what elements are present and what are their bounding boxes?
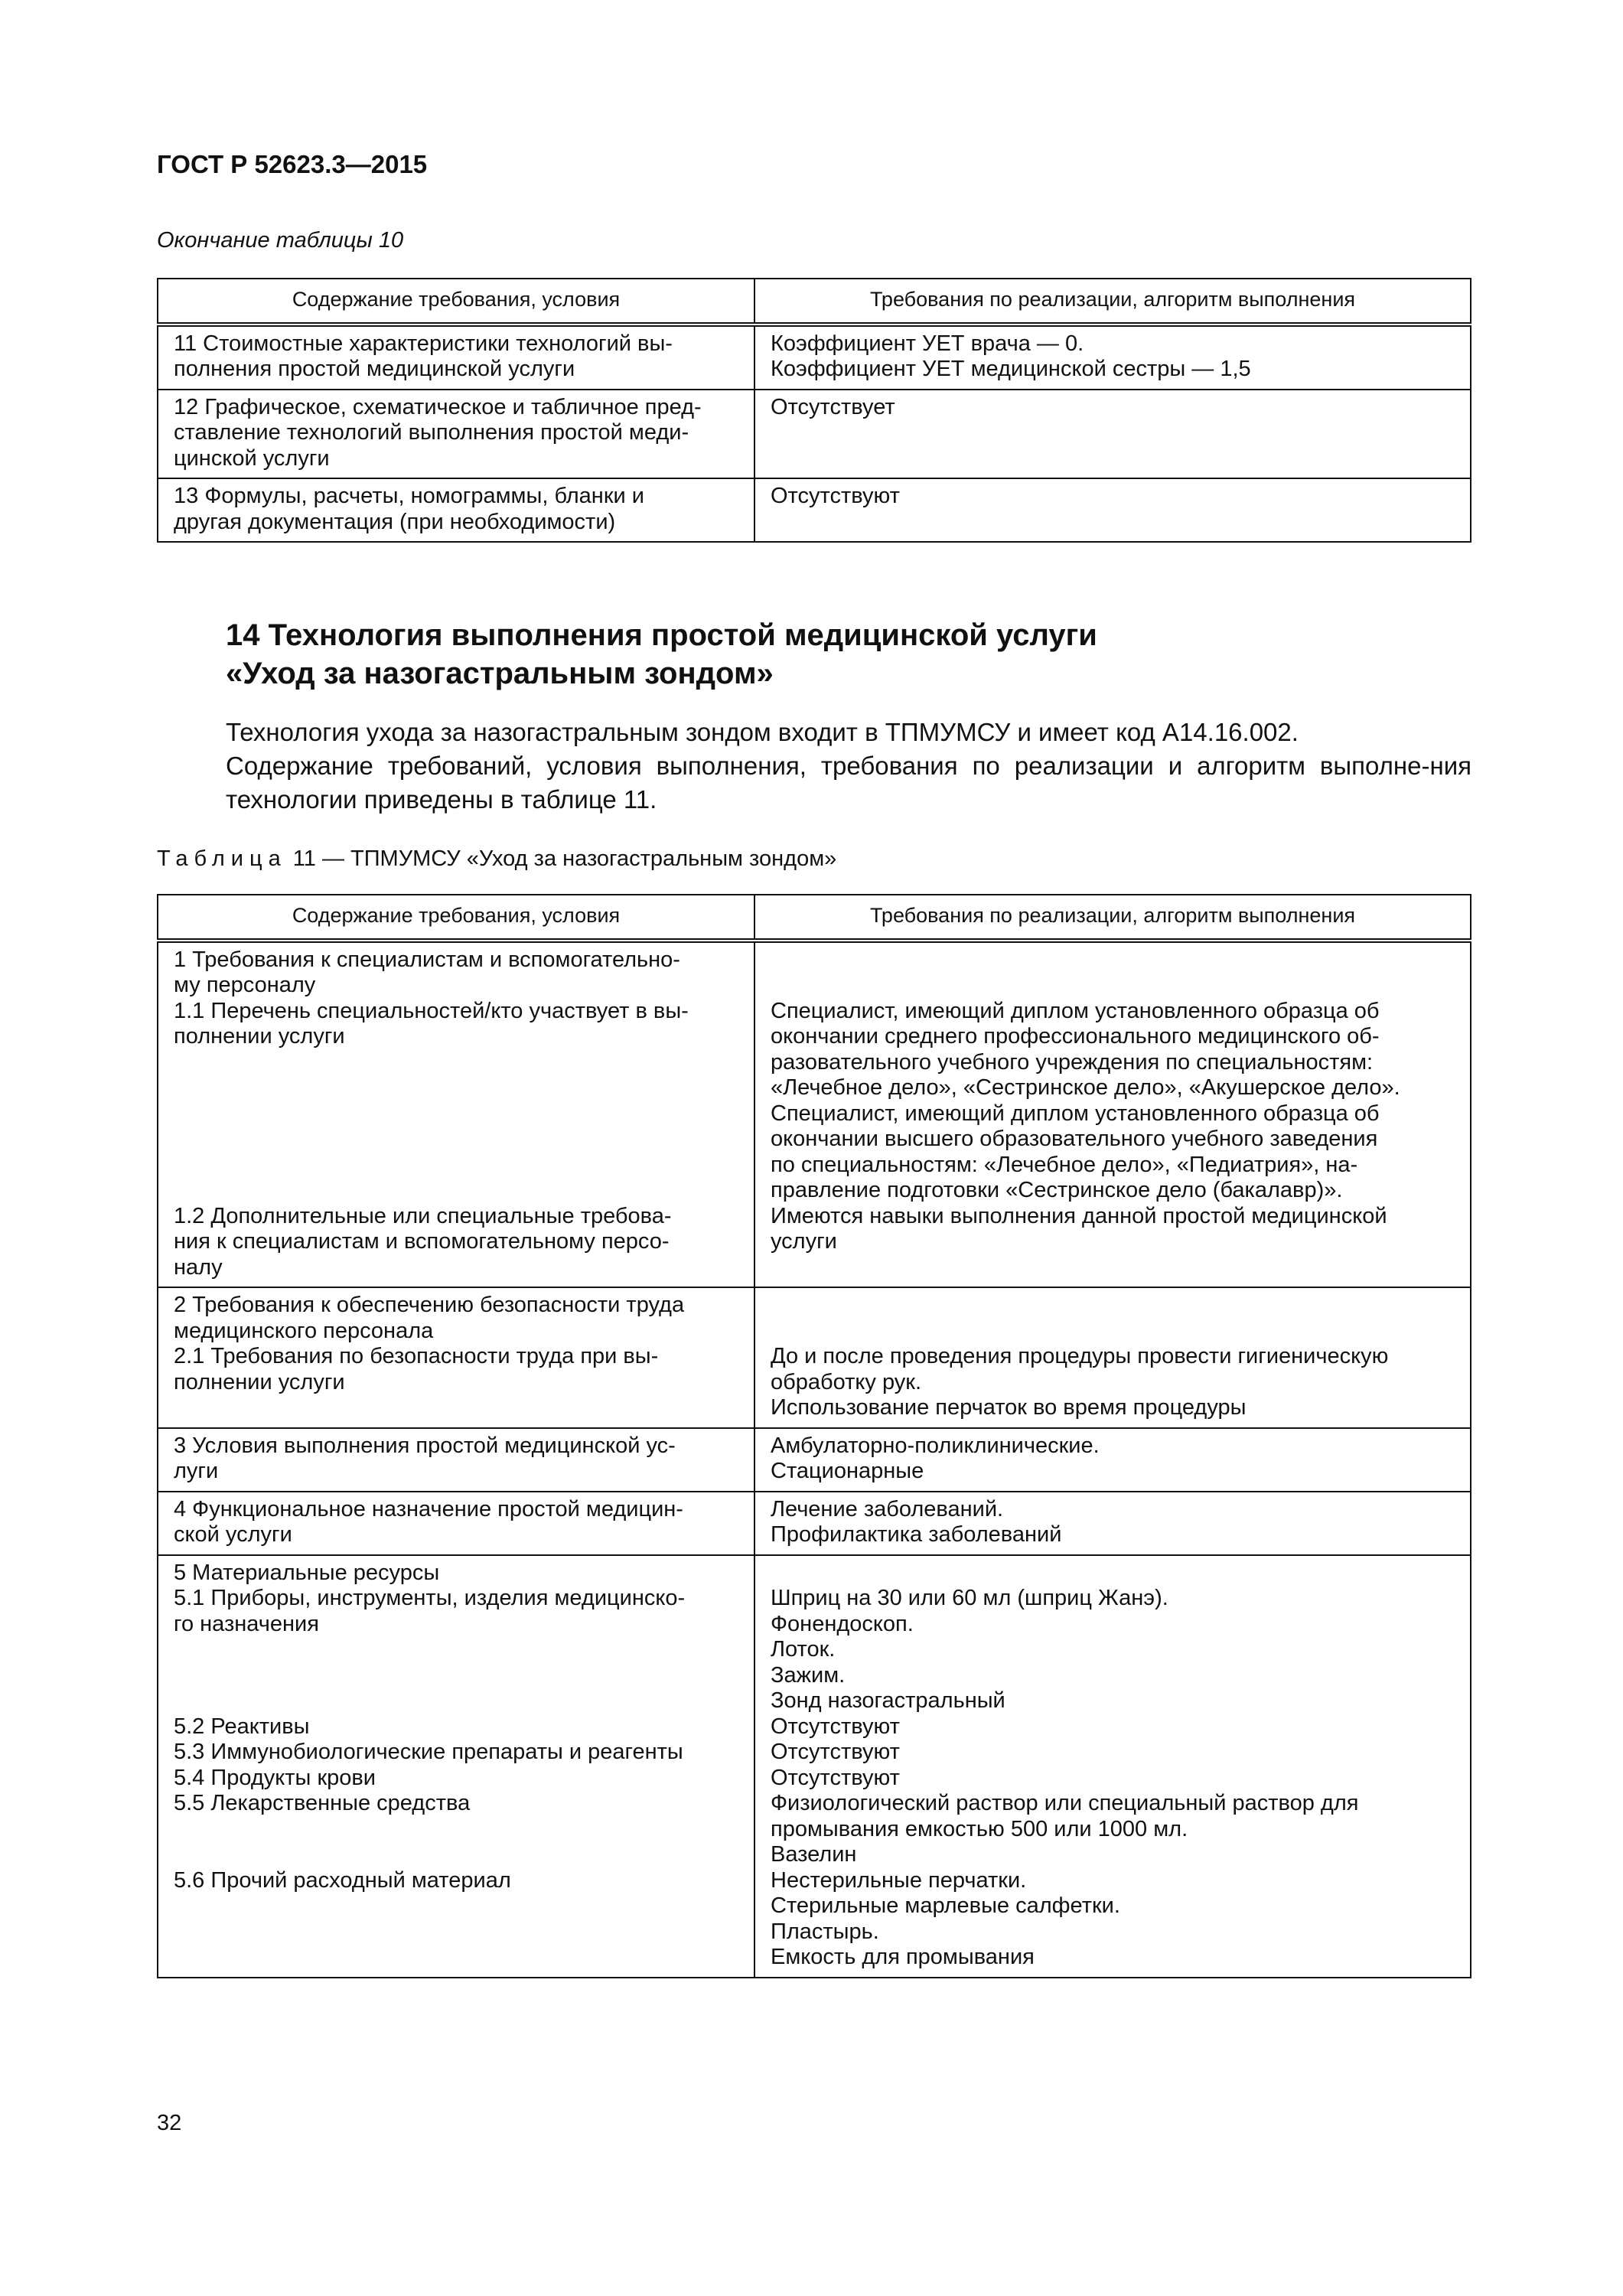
cell-line: Специалист, имеющий диплом установленного образца об bbox=[771, 1101, 1380, 1126]
cell-line bbox=[174, 1178, 740, 1204]
cell-line bbox=[174, 1101, 740, 1127]
cell-line bbox=[174, 1663, 740, 1689]
cell-line: полнения простой медицинской услуги bbox=[174, 357, 575, 381]
cell-line: го назначения bbox=[174, 1611, 319, 1636]
cell-line: му персоналу bbox=[174, 973, 316, 997]
cell-line: Специалист, имеющий диплом установленного образца об bbox=[771, 998, 1380, 1023]
cell-line: ставление технологий выполнения простой меди- bbox=[174, 420, 689, 445]
cell-line: полнении услуги bbox=[174, 1369, 345, 1394]
table-caption-text: 11 — ТПМУМСУ «Уход за назогастральным зондом» bbox=[286, 846, 837, 871]
column-header: Требования по реализации, алгоритм выполнения bbox=[754, 895, 1471, 941]
implementation-cell bbox=[754, 1287, 1471, 1428]
cell-line bbox=[174, 1050, 740, 1076]
requirement-cell bbox=[158, 478, 754, 542]
table-row bbox=[158, 1492, 1471, 1555]
requirement-cell bbox=[158, 1492, 754, 1555]
cell-line bbox=[174, 1637, 740, 1663]
table-row bbox=[158, 1287, 1471, 1428]
cell-line: окончании высшего образовательного учебного заведения bbox=[771, 1127, 1378, 1151]
cell-line: Использование перчаток во время процедуры bbox=[771, 1395, 1247, 1420]
cell-line: Стационарные bbox=[771, 1459, 924, 1483]
table-row bbox=[158, 478, 1471, 542]
section-title bbox=[226, 616, 1097, 693]
cell-line bbox=[174, 1153, 740, 1179]
cell-line bbox=[174, 1842, 740, 1868]
implementation-cell bbox=[754, 325, 1471, 390]
cell-line: 1 Требования к специалистам и вспомогательно- bbox=[174, 947, 680, 972]
column-header: Требования по реализации, алгоритм выполнения bbox=[754, 279, 1471, 325]
cell-line: 5.5 Лекарственные средства bbox=[174, 1791, 471, 1815]
cell-line: До и после проведения процедуры провести гигиеническую bbox=[771, 1344, 1389, 1368]
implementation-cell bbox=[754, 478, 1471, 542]
cell-line: ния к специалистам и вспомогательному персо- bbox=[174, 1229, 670, 1254]
cell-line: промывания емкостью 500 или 1000 мл. bbox=[771, 1816, 1188, 1841]
implementation-cell bbox=[754, 941, 1471, 1288]
cell-line: Имеются навыки выполнения данной простой медицинской bbox=[771, 1203, 1387, 1228]
requirement-cell bbox=[158, 1428, 754, 1492]
paragraph-text: Содержание требований, условия выполнения, требования по реализации и алгоритм выполне-ния технологии приведены в таблице 11. bbox=[226, 752, 1471, 814]
table-row bbox=[158, 1555, 1471, 1978]
cell-line: Отсутствуют bbox=[771, 1765, 900, 1790]
cell-line: другая документация (при необходимости) bbox=[174, 509, 616, 534]
cell-line bbox=[771, 1319, 1456, 1345]
requirement-cell bbox=[158, 1287, 754, 1428]
column-header: Содержание требования, условия bbox=[158, 895, 754, 941]
cell-line: Зажим. bbox=[771, 1662, 846, 1688]
column-header: Содержание требования, условия bbox=[158, 279, 754, 325]
cell-line: 2 Требования к обеспечению безопасности труда bbox=[174, 1293, 685, 1317]
cell-line: налу bbox=[174, 1254, 223, 1280]
cell-line: Физиологический раствор или специальный раствор для bbox=[771, 1791, 1359, 1815]
cell-line: Профилактика заболеваний bbox=[771, 1522, 1062, 1547]
cell-line: Лечение заболеваний. bbox=[771, 1496, 1004, 1521]
implementation-cell bbox=[754, 1555, 1471, 1978]
requirement-cell bbox=[158, 390, 754, 479]
cell-line: Отсутствует bbox=[771, 394, 895, 419]
cell-line: 5.4 Продукты крови bbox=[174, 1765, 376, 1790]
cell-line: 13 Формулы, расчеты, номограммы, бланки и bbox=[174, 484, 644, 508]
table-row bbox=[158, 941, 1471, 1288]
cell-line: полнении услуги bbox=[174, 1024, 345, 1049]
requirement-cell bbox=[158, 1555, 754, 1978]
paragraph bbox=[157, 749, 1471, 817]
implementation-cell bbox=[754, 390, 1471, 479]
cell-line: Отсутствуют bbox=[771, 484, 900, 508]
section-title-line: «Уход за назогастральным зондом» bbox=[226, 657, 774, 690]
cell-line: 1.1 Перечень специальностей/кто участвует в вы- bbox=[174, 998, 689, 1023]
cell-line: Зонд назогастральный bbox=[771, 1688, 1005, 1713]
cell-line: 3 Условия выполнения простой медицинской ус- bbox=[174, 1433, 676, 1458]
cell-line: по специальностям: «Лечебное дело», «Педиатрия», на- bbox=[771, 1152, 1358, 1177]
cell-line bbox=[771, 973, 1456, 999]
cell-line: Фонендоскоп. bbox=[771, 1611, 914, 1636]
section-title-line: 14 Технология выполнения простой медицинской услуги bbox=[226, 618, 1097, 652]
cell-line: Коэффициент УЕТ врача — 0. bbox=[771, 331, 1084, 356]
cell-line: разовательного учебного учреждения по специальностям: bbox=[771, 1049, 1374, 1075]
cell-line: Шприц на 30 или 60 мл (шприц Жанэ). bbox=[771, 1586, 1168, 1610]
cell-line: ской услуги bbox=[174, 1522, 292, 1547]
table-row bbox=[158, 390, 1471, 479]
requirement-cell bbox=[158, 941, 754, 1288]
paragraph-text: Технология ухода за назогастральным зондом входит в ТПМУМСУ и имеет код А14.16.002. bbox=[226, 718, 1299, 746]
cell-line: окончании среднего профессионального медицинского об- bbox=[771, 1024, 1380, 1049]
cell-line: Коэффициент УЕТ медицинской сестры — 1,5 bbox=[771, 357, 1251, 381]
cell-line bbox=[771, 1561, 1456, 1587]
cell-line bbox=[174, 1817, 740, 1843]
cell-line: Отсутствуют bbox=[771, 1740, 900, 1764]
implementation-cell bbox=[754, 1492, 1471, 1555]
cell-line: 5.1 Приборы, инструменты, изделия медицинско- bbox=[174, 1586, 686, 1610]
table-continuation-label: Окончание таблицы 10 bbox=[157, 228, 404, 253]
cell-line: Отсутствуют bbox=[771, 1714, 900, 1739]
cell-line: 2.1 Требования по безопасности труда при вы- bbox=[174, 1344, 659, 1368]
table-caption-word: Таблица bbox=[157, 846, 287, 871]
cell-line: 4 Функциональное назначение простой медицин- bbox=[174, 1496, 683, 1521]
table-row bbox=[158, 325, 1471, 390]
cell-line: 1.2 Дополнительные или специальные требова- bbox=[174, 1203, 672, 1228]
cell-line: 12 Графическое, схематическое и табличное пред- bbox=[174, 394, 702, 419]
cell-line: правление подготовки «Сестринское дело (бакалавр)». bbox=[771, 1178, 1343, 1202]
cell-line: Нестерильные перчатки. bbox=[771, 1867, 1027, 1893]
cell-line: 5.2 Реактивы bbox=[174, 1714, 310, 1739]
table-caption bbox=[157, 846, 836, 872]
cell-line: Вазелин bbox=[771, 1842, 857, 1867]
cell-line bbox=[174, 1688, 740, 1714]
cell-line: 11 Стоимостные характеристики технологий вы- bbox=[174, 331, 673, 356]
cell-line: «Лечебное дело», «Сестринское дело», «Акушерское дело». bbox=[771, 1075, 1400, 1100]
requirement-cell bbox=[158, 325, 754, 390]
table-row bbox=[158, 1428, 1471, 1492]
page-number: 32 bbox=[157, 2111, 182, 2135]
cell-line: Емкость для промывания bbox=[771, 1945, 1035, 1969]
cell-line: луги bbox=[174, 1459, 219, 1483]
document-header: ГОСТ Р 52623.3—2015 bbox=[157, 150, 428, 178]
cell-line: Стерильные марлевые салфетки. bbox=[771, 1893, 1120, 1918]
cell-line: Пластырь. bbox=[771, 1919, 879, 1944]
paragraph bbox=[157, 716, 1471, 749]
cell-line: 5.6 Прочий расходный материал bbox=[174, 1867, 511, 1893]
cell-line bbox=[174, 1127, 740, 1153]
cell-line: 5 Материальные ресурсы bbox=[174, 1560, 440, 1585]
cell-line: услуги bbox=[771, 1229, 837, 1254]
cell-line: Амбулаторно-поликлинические. bbox=[771, 1433, 1100, 1458]
cell-line: медицинского персонала bbox=[174, 1318, 434, 1343]
table-10 bbox=[157, 278, 1471, 543]
cell-line: Лоток. bbox=[771, 1637, 836, 1662]
cell-line bbox=[174, 1075, 740, 1101]
cell-line bbox=[771, 947, 1456, 974]
table-11 bbox=[157, 894, 1471, 1978]
cell-line bbox=[771, 1293, 1456, 1319]
cell-line: 5.3 Иммунобиологические препараты и реагенты bbox=[174, 1740, 683, 1764]
cell-line: обработку рук. bbox=[771, 1369, 921, 1394]
cell-line: цинской услуги bbox=[174, 445, 330, 471]
implementation-cell bbox=[754, 1428, 1471, 1492]
